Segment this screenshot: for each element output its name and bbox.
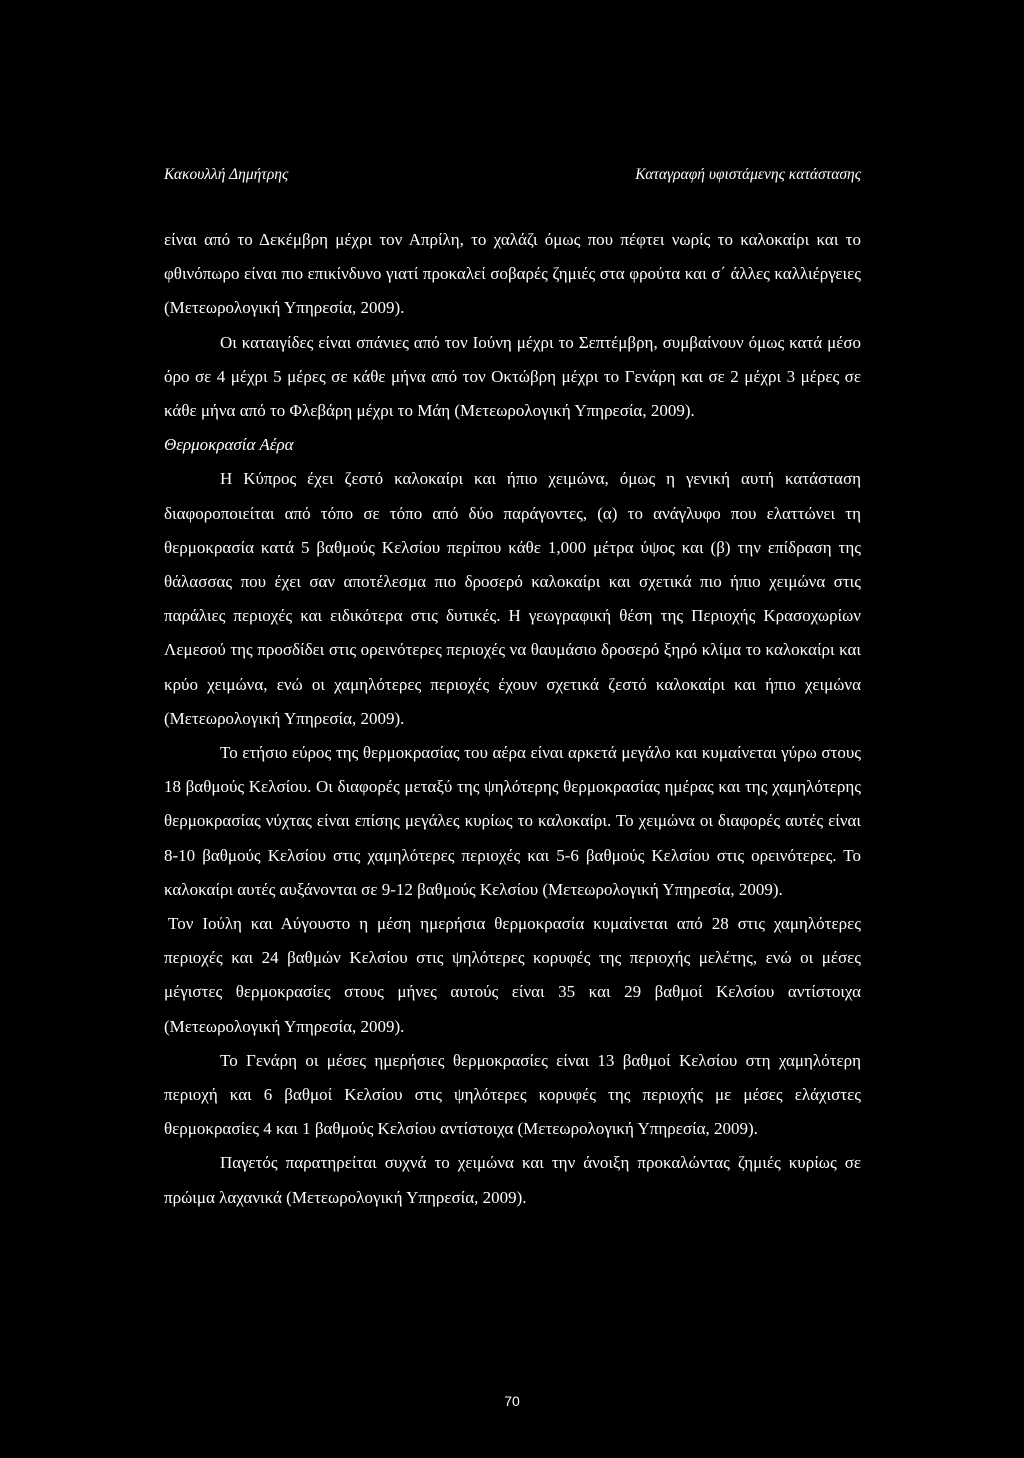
document-body (164, 223, 861, 1215)
page-number: 70 (504, 1393, 520, 1409)
header-author: Κακουλλή Δημήτρης (164, 166, 289, 183)
paragraph-july-august: Τον Ιούλη και Αύγουστο η μέση ημερήσια θερμοκρασία κυμαίνεται από 28 στις χαμηλότερες περιοχές και 24 βαθμών Κελσίου στις ψηλότερες κορυφές της περιοχής μελέτης, ενώ οι μέσες μέγιστες θερμοκρασίες στους μήνες αυτούς είναι 35 και 29 βαθμοί Κελσίου αντίστοιχα (Μετεωρολογική Υπηρεσία, 2009). (164, 914, 861, 1036)
paragraph-annual-range: Το ετήσιο εύρος της θερμοκρασίας του αέρα είναι αρκετά μεγάλο και κυμαίνεται γύρω στους 18 βαθμούς Κελσίου. Οι διαφορές μεταξύ της ψηλότερης θερμοκρασίας ημέρας και της χαμηλότερης θερμοκρασίας νύχτας είναι επίσης μεγάλες κυρίως το καλοκαίρι. Το χειμώνα οι διαφορές αυτές είναι 8-10 βαθμούς Κελσίου στις χαμηλότερες περιοχές και 5-6 βαθμούς Κελσίου στις ορεινότερες. Το καλοκαίρι αυτές αυξάνονται σε 9-12 βαθμούς Κελσίου (Μετεωρολογική Υπηρεσία, 2009). (164, 743, 861, 899)
page-header (164, 166, 861, 184)
paragraph-frost: Παγετός παρατηρείται συχνά το χειμώνα και την άνοιξη προκαλώντας ζημιές κυρίως σε πρώιμα λαχανικά (Μετεωρολογική Υπηρεσία, 2009). (164, 1153, 861, 1207)
paragraph-storms: Οι καταιγίδες είναι σπάνιες από τον Ιούνη μέχρι το Σεπτέμβρη, συμβαίνουν όμως κατά μέσο όρο σε 4 μέχρι 5 μέρες σε κάθε μήνα από τον Οκτώβρη μέχρι το Γενάρη και σε 2 μέχρι 3 μέρες σε κάθε μήνα από το Φλεβάρη μέχρι το Μάη (Μετεωρολογική Υπηρεσία, 2009). (164, 332, 861, 421)
paragraph-january: Το Γενάρη οι μέσες ημερήσιες θερμοκρασίες είναι 13 βαθμοί Κελσίου στη χαμηλότερη περιοχή και 6 βαθμοί Κελσίου στις ψηλότερες κορυφές της περιοχής με μέσες ελάχιστες θερμοκρασίες 4 και 1 βαθμούς Κελσίου αντίστοιχα (Μετεωρολογική Υπηρεσία, 2009). (164, 1050, 861, 1139)
section-heading-air-temperature: Θερμοκρασία Αέρα (164, 435, 294, 455)
paragraph-cyprus-climate: Η Κύπρος έχει ζεστό καλοκαίρι και ήπιο χειμώνα, όμως η γενική αυτή κατάσταση διαφοροποιείται από τόπο σε τόπο από δύο παράγοντες, (α) το ανάγλυφο που ελαττώνει τη θερμοκρασία κατά 5 βαθμούς Κελσίου περίπου κάθε 1,000 μέτρα ύψος και (β) την επίδραση της θάλασσας που έχει σαν αποτέλεσμα πιο δροσερό καλοκαίρι και σχετικά πιο ήπιο χειμώνα στις παράλιες περιοχές και ειδικότερα στις δυτικές. Η γεωγραφική θέση της Περιοχής Κρασοχωρίων Λεμεσού της προσδίδει στις ορεινότερες περιοχές να θαυμάσιο δροσερό ξηρό κλίμα το καλοκαίρι και κρύο χειμώνα, ενώ οι χαμηλότερες περιοχές έχουν σχετικά ζεστό καλοκαίρι και ήπιο χειμώνα (Μετεωρολογική Υπηρεσία, 2009). (164, 469, 861, 728)
header-section-title: Καταγραφή υφιστάμενης κατάστασης (635, 166, 861, 183)
paragraph-hail: είναι από το Δεκέμβρη μέχρι τον Απρίλη, το χαλάζι όμως που πέφτει νωρίς το καλοκαίρι και το φθινόπωρο είναι πιο επικίνδυνο γιατί προκαλεί σοβαρές ζημιές στα φρούτα και σ΄ άλλες καλλιέργειες (Μετεωρολογική Υπηρεσία, 2009). (164, 230, 861, 318)
